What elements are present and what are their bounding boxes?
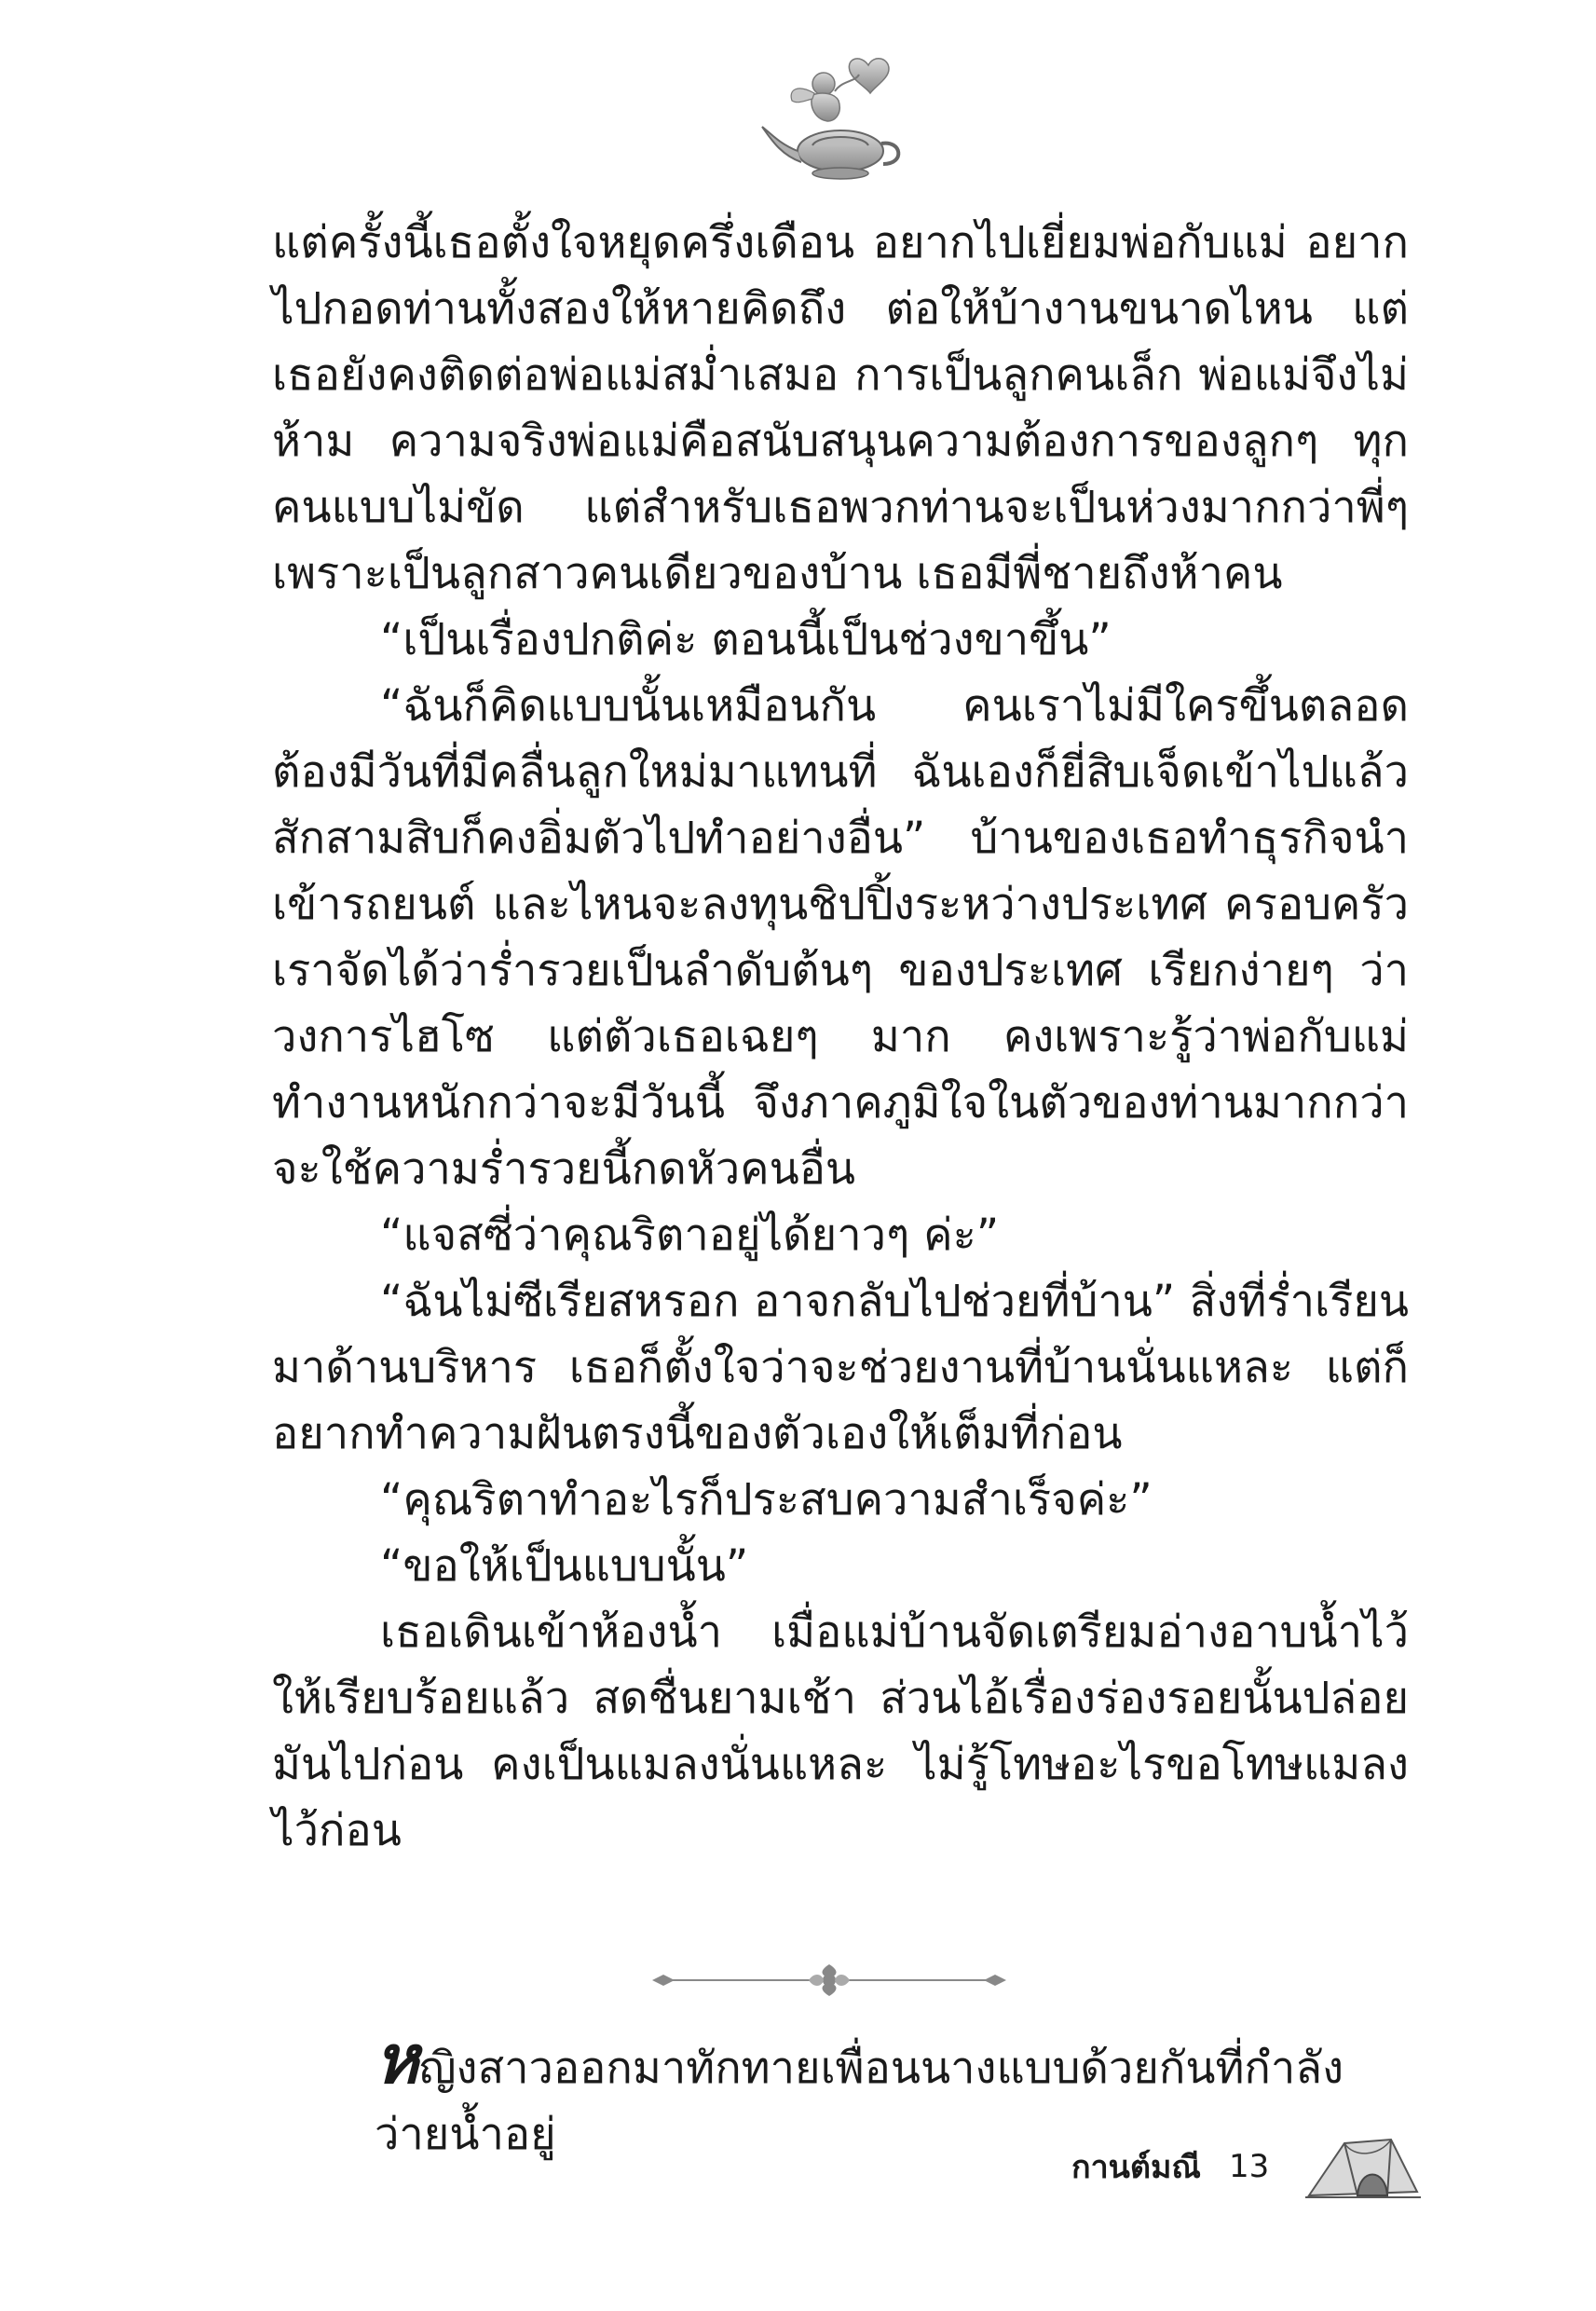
paragraph-1: แต่ครั้งนี้เธอตั้งใจหยุดครึ่งเดือน อยากไปเยี่ยมพ่อกับแม่ อยากไปกอดท่านทั้งสองให้หายคิดถึง ต่อให้บ้างานขนาดไหน แต่เธอยังคงติดต่อพ่อแม่สม่ำเสมอ การเป็นลูกคนเล็ก พ่อแม่จึงไม่ห้าม ความจริงพ่อแม่คือสนับสนุนความต้องการของลูกๆ ทุกคนแบบไม่ขัด แต่สำหรับเธอพวกท่านจะเป็นห่วงมากกว่าพี่ๆ เพราะเป็นลูกสาวคนเดียวของบ้าน เธอมีพี่ชายถึงห้าคน xyxy=(272,217,1409,599)
drop-cap-letter: ห xyxy=(375,2019,419,2099)
paragraph-6: “คุณริตาทำอะไรก็ประสบความสำเร็จค่ะ” xyxy=(380,1474,1153,1525)
paragraph-3: “ฉันก็คิดแบบนั้นเหมือนกัน คนเราไม่มีใครขึ้นตลอด ต้องมีวันที่มีคลื่นลูกใหม่มาแทนที่ ฉันเองก็ยี่สิบเจ็ดเข้าไปแล้ว สักสามสิบก็คงอิ่มตัวไปทำอย่างอื่น” บ้านของเธอทำธุรกิจนำเข้ารถยนต์ และไหนจะลงทุนชิปปิ้งระหว่างประเทศ ครอบครัวเราจัดได้ว่าร่ำรวยเป็นลำดับต้นๆ ของประเทศ เรียกง่ายๆ ว่าวงการไฮโซ แต่ตัวเธอเฉยๆ มาก คงเพราะรู้ว่าพ่อกับแม่ทำงานหนักกว่าจะมีวันนี้ จึงภาคภูมิใจในตัวของท่านมากกว่าจะใช้ความร่ำรวยนี้กดหัวคนอื่น xyxy=(272,680,1409,1195)
footer-book-title: กานต์มณี xyxy=(1071,2149,1201,2186)
flourish-divider-icon xyxy=(643,1957,1016,2003)
paragraph-5: “ฉันไม่ซีเรียสหรอก อาจกลับไปช่วยที่บ้าน” สิ่งที่ร่ำเรียนมาด้านบริหาร เธอก็ตั้งใจว่าจะช่วยงานที่บ้านนั่นแหละ แต่ก็อยากทำความฝันตรงนี้ของตัวเองให้เต็มที่ก่อน xyxy=(272,1276,1409,1459)
page-footer xyxy=(1071,2129,1423,2204)
paragraph-4: “แจสซี่ว่าคุณริตาอยู่ได้ยาวๆ ค่ะ” xyxy=(380,1210,1000,1261)
cherub-teapot-ornament-icon xyxy=(757,47,915,186)
body-text xyxy=(272,210,1409,1864)
paragraph-8: เธอเดินเข้าห้องน้ำ เมื่อแม่บ้านจัดเตรียมอ่างอาบน้ำไว้ให้เรียบร้อยแล้ว สดชื่นยามเช้า ส่วนไอ้เรื่องร่องรอยนั้นปล่อยมันไปก่อน คงเป็นแมลงนั่นแหละ ไม่รู้โทษอะไรขอโทษแมลงไว้ก่อน xyxy=(272,1607,1409,1856)
paragraph-2: “เป็นเรื่องปกติค่ะ ตอนนี้เป็นช่วงขาขึ้น” xyxy=(380,614,1112,665)
section-lead-text: ญิงสาวออกมาทักทายเพื่อนนางแบบด้วยกันที่กำลังว่ายน้ำอยู่ xyxy=(375,2043,1344,2160)
page-number: 13 xyxy=(1228,2148,1270,2185)
tent-icon xyxy=(1302,2130,1423,2203)
paragraph-7: “ขอให้เป็นแบบนั้น” xyxy=(380,1540,749,1592)
